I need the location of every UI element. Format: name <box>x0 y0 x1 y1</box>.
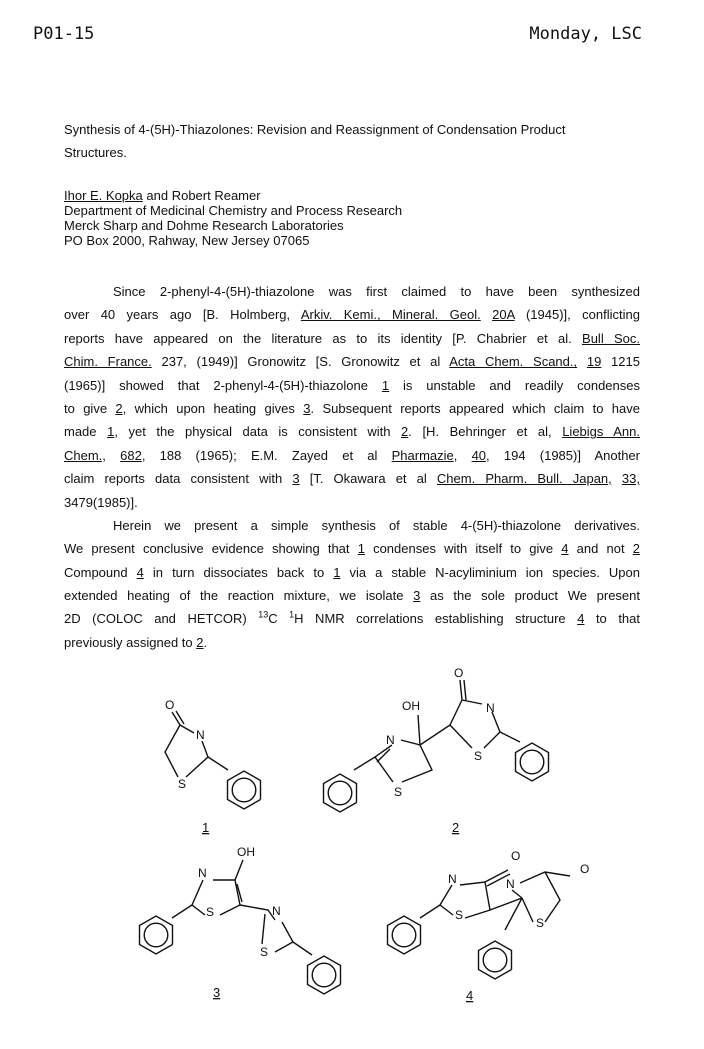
text-segment: , yet the physical data is consistent with <box>114 424 402 440</box>
atom-s: S <box>394 785 403 799</box>
reference-text: 3 <box>292 471 300 487</box>
reference-text: 4 <box>561 541 569 557</box>
affiliation: Department of Medicinal Chemistry and Process Research <box>64 203 403 218</box>
bond <box>460 882 490 918</box>
text-segment: . <box>203 634 208 650</box>
reference-text: 1 <box>357 541 365 557</box>
text-segment: Since 2-phenyl-4-(5H)-thiazolone was first claimed to have been synthesized <box>113 284 640 299</box>
title-line: Synthesis of 4-(5H)-Thiazolones: Revision and Reassignment of Condensation Product <box>64 122 566 137</box>
reference-text: Acta Chem. Scand., <box>449 354 578 370</box>
reference-text: Arkiv. Kemi., Mineral. Geol. <box>300 307 481 323</box>
compound-label-1: 1 <box>202 820 210 835</box>
page-code: P01-15 <box>33 24 95 44</box>
bond <box>500 732 520 742</box>
bond <box>192 880 205 915</box>
session-label: Monday, LSC <box>529 24 642 44</box>
bond <box>484 712 500 748</box>
aromatic-circle <box>520 750 544 774</box>
atom-n: N <box>196 728 205 742</box>
compound-label-2: 2 <box>452 820 460 835</box>
atom-oh: OH <box>402 699 420 713</box>
text-segment: . [H. Behringer et al, <box>408 424 563 440</box>
text-segment: C <box>268 611 290 627</box>
reference-text: 33, <box>621 471 640 487</box>
atom-n: N <box>486 701 495 715</box>
atom-s: S <box>455 908 464 922</box>
text-segment: 1 <box>289 610 295 621</box>
bond <box>240 905 275 920</box>
bond <box>401 740 432 782</box>
bond <box>165 725 194 777</box>
text-segment: reports have appeared on the literature as to its identity [P. Chabrier et al. <box>64 330 583 346</box>
atom-s: S <box>260 945 269 959</box>
bond <box>418 715 420 745</box>
reference-text: 1 <box>107 424 115 440</box>
bond <box>485 870 508 882</box>
structure-1 <box>165 698 209 835</box>
atom-n: N <box>272 904 281 918</box>
text-segment: 3479(1985)]. <box>64 494 138 510</box>
reference-text: 3 <box>303 400 311 416</box>
text-segment: 13 <box>258 610 269 621</box>
bond <box>464 680 466 700</box>
text-segment: condenses with itself to give <box>364 541 562 557</box>
aromatic-circle <box>392 923 416 947</box>
text-segment: extended heating of the reaction mixture, we isolate <box>64 588 414 604</box>
text-segment: as the sole product We present <box>420 588 641 604</box>
text-segment: 237, (1949)] Gronowitz [S. Gronowitz et al <box>151 354 450 370</box>
atom-n: N <box>506 877 515 891</box>
text-segment: Compound <box>64 564 137 580</box>
reference-text: 1 <box>333 564 341 580</box>
reference-text: Liebigs Ann. <box>562 424 640 440</box>
reference-text: 3 <box>413 588 421 604</box>
reference-text: 2 <box>115 400 123 416</box>
text-segment: (1965)] showed that 2-phenyl-4-(5H)-thiazolone <box>64 377 382 393</box>
atom-o: O <box>511 849 521 863</box>
bond <box>275 922 293 952</box>
bond <box>172 905 192 918</box>
atom-s: S <box>474 749 483 763</box>
bond <box>354 757 375 770</box>
bond <box>213 880 240 915</box>
text-segment: [T. Okawara et al <box>299 471 437 487</box>
reference-text: 4 <box>136 564 144 580</box>
atom-s: S <box>206 905 215 919</box>
bond <box>262 914 265 944</box>
reference-text: Pharmazie <box>391 447 454 463</box>
atom-s: S <box>178 777 187 791</box>
text-segment: made <box>64 424 108 440</box>
text-segment: and not <box>568 541 633 557</box>
text-segment: via a stable N-acyliminium ion species. Upon <box>340 564 640 580</box>
atom-o: O <box>580 862 590 876</box>
bond <box>375 745 393 782</box>
text-segment: 1215 <box>601 354 640 370</box>
atom-n: N <box>198 866 207 880</box>
bond <box>293 942 312 955</box>
reference-text: Chem. Pharm. Bull. Japan, <box>436 471 612 487</box>
title-line: Structures. <box>64 145 127 160</box>
reference-text: Bull Soc. <box>582 330 641 346</box>
reference-text: 1 <box>381 377 390 393</box>
bond <box>522 898 533 922</box>
bond <box>450 700 482 725</box>
atom-oh: OH <box>237 845 255 859</box>
bond <box>460 680 462 700</box>
reference-text: 20A <box>492 307 515 323</box>
reference-text: 19 <box>586 354 602 370</box>
author-name: and Robert Reamer <box>142 188 261 203</box>
text-segment: in turn dissociates back to <box>143 564 334 580</box>
text-segment: to give <box>64 400 116 416</box>
aromatic-circle <box>312 963 336 987</box>
text-segment: Herein we present a simple synthesis of stable 4-(5H)-thiazolone derivatives. <box>113 517 640 533</box>
reference-text: 2 <box>401 424 409 440</box>
bond <box>176 711 184 724</box>
text-segment: . Subsequent reports appeared which claim to have <box>310 400 641 416</box>
bond <box>420 905 440 918</box>
atom-n: N <box>448 872 457 886</box>
text-segment: , 194 (1985)] Another <box>486 447 640 463</box>
text-segment: is unstable and readily condenses <box>389 377 640 393</box>
affiliation: Merck Sharp and Dohme Research Laboratories <box>64 218 344 233</box>
text-segment: to that <box>584 611 640 627</box>
atom-n: N <box>386 733 395 747</box>
reference-text: 40 <box>471 447 487 463</box>
structure-4 <box>448 849 589 1003</box>
affiliation: PO Box 2000, Rahway, New Jersey 07065 <box>64 233 310 248</box>
bond <box>450 725 472 748</box>
text-segment: , <box>453 447 472 463</box>
bond <box>172 712 180 725</box>
bond <box>420 725 450 745</box>
atom-o: O <box>454 666 464 680</box>
text-segment: , 188 (1965); E.M. Zayed et al <box>141 447 392 463</box>
bond <box>512 890 522 898</box>
reference-text: 682 <box>120 447 142 463</box>
bond <box>186 741 208 777</box>
reference-text: 4 <box>577 611 585 627</box>
reference-text: Chim. France. <box>64 354 152 370</box>
atom-o: O <box>165 698 175 712</box>
bond <box>235 860 243 880</box>
bond <box>440 885 453 915</box>
aromatic-circle <box>328 781 352 805</box>
text-segment: claim reports data consistent with <box>64 471 293 487</box>
text-segment: over 40 years ago [B. Holmberg, <box>64 307 301 323</box>
bond <box>520 872 570 883</box>
text-segment: previously assigned to <box>64 634 197 650</box>
structure-2 <box>386 666 495 835</box>
author-name: Ihor E. Kopka <box>64 188 143 203</box>
compound-label-4: 4 <box>466 988 474 1003</box>
aromatic-circle <box>144 923 168 947</box>
text-segment: 2D (COLOC and HETCOR) <box>64 611 259 627</box>
reference-text: 2 <box>632 541 640 557</box>
reference-text: 2 <box>196 634 204 650</box>
text-segment: H NMR correlations establishing structure <box>294 611 578 627</box>
reference-text: Chem., <box>64 447 106 463</box>
compound-label-3: 3 <box>213 985 221 1000</box>
bond <box>208 757 228 770</box>
text-segment: (1945)], conflicting <box>514 307 640 323</box>
aromatic-circle <box>483 948 507 972</box>
text-segment: , which upon heating gives <box>122 400 304 416</box>
text-segment: We present conclusive evidence showing that <box>64 541 358 557</box>
aromatic-circle <box>232 778 256 802</box>
atom-s: S <box>536 916 545 930</box>
bond <box>545 872 560 922</box>
